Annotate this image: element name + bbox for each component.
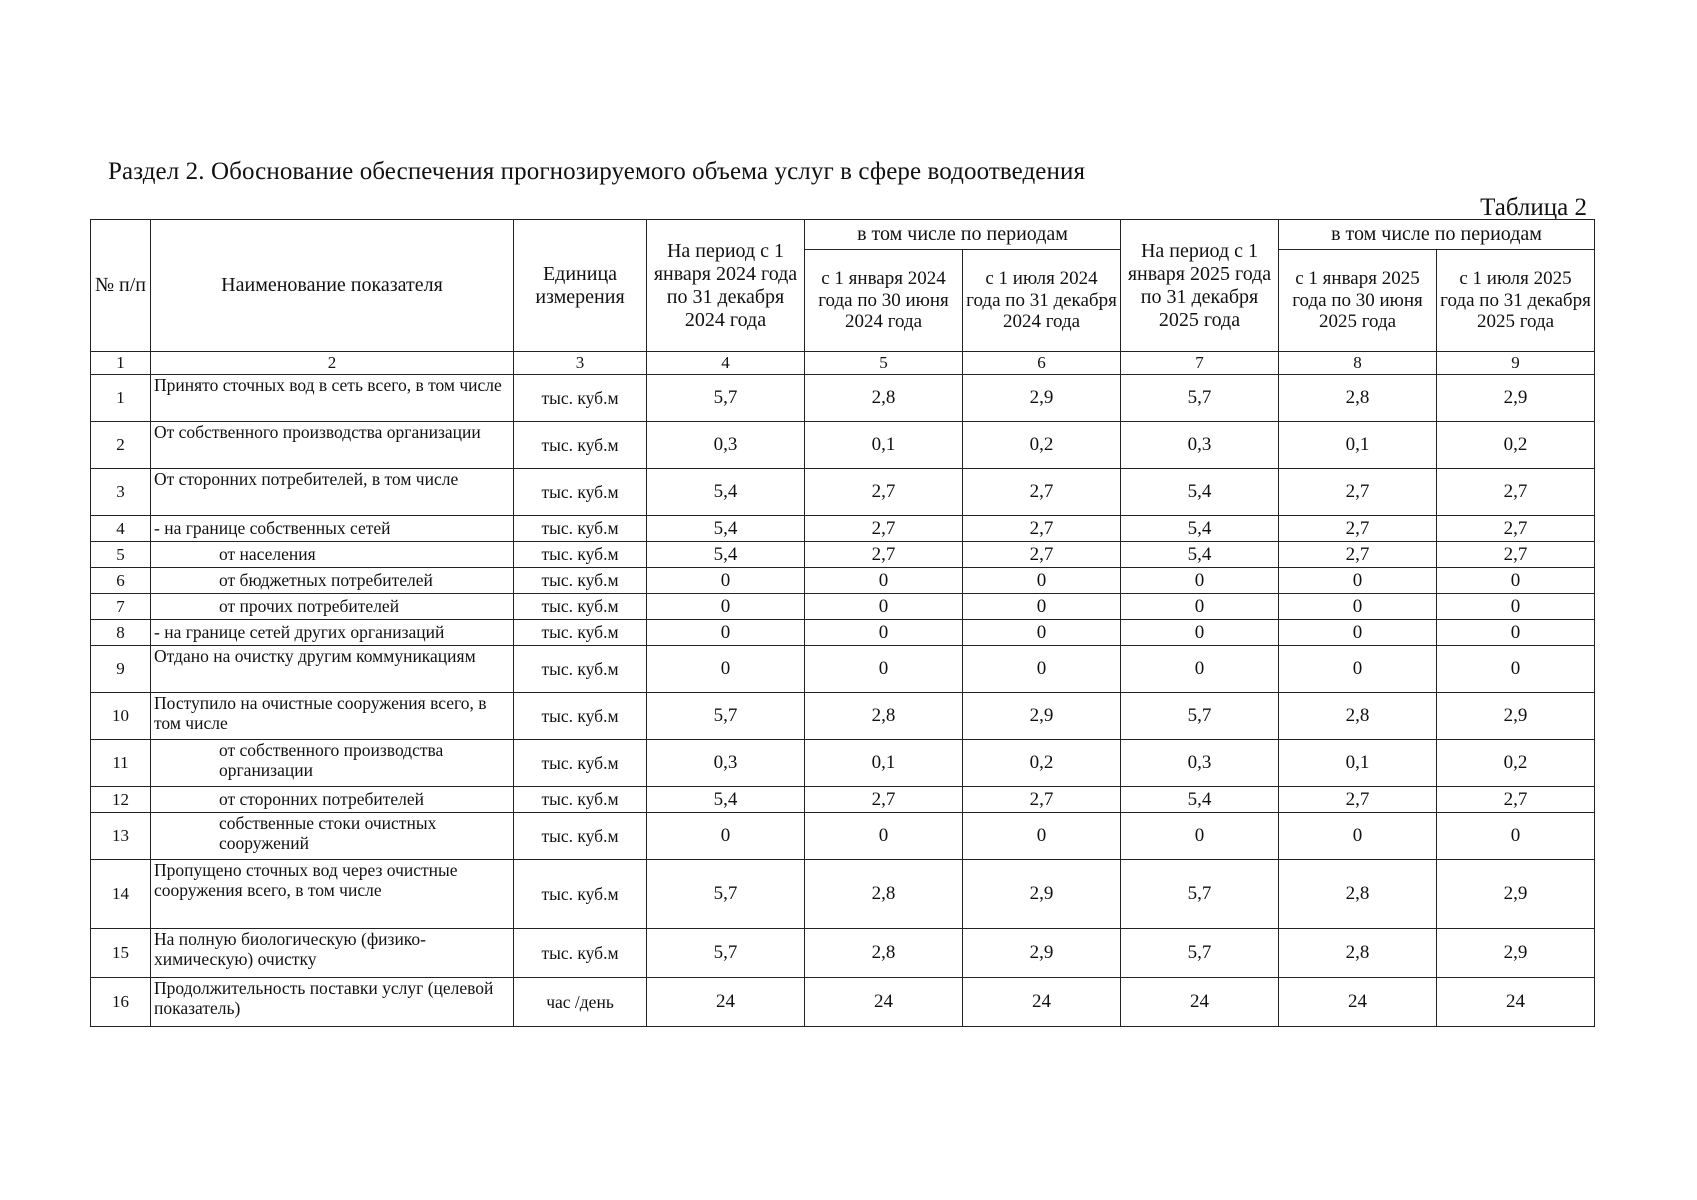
value-cell: 2,7 (963, 787, 1121, 813)
value-cell: 5,4 (647, 516, 805, 542)
indicator-name: - на границе сетей других организаций (151, 620, 514, 646)
value-cell: 0 (1437, 568, 1595, 594)
value-cell: 5,7 (1121, 929, 1279, 978)
table-row (91, 620, 1595, 646)
row-number: 10 (91, 693, 151, 740)
table-row (91, 978, 1595, 1027)
unit-cell: тыс. куб.м (514, 813, 647, 860)
column-number: 1 (91, 352, 151, 375)
indicator-name: Принято сточных вод в сеть всего, в том числе (151, 375, 514, 422)
unit-cell: тыс. куб.м (514, 422, 647, 469)
unit-cell: тыс. куб.м (514, 693, 647, 740)
indicator-name: Продолжительность поставки услуг (целевой показатель) (151, 978, 514, 1027)
table-row (91, 929, 1595, 978)
header-period-2025: На период с 1 января 2025 года по 31 декабря 2025 года (1121, 220, 1279, 352)
value-cell: 0 (1121, 646, 1279, 693)
value-cell: 2,9 (1437, 929, 1595, 978)
value-cell: 0 (647, 646, 805, 693)
value-cell: 5,7 (647, 860, 805, 929)
row-number: 8 (91, 620, 151, 646)
value-cell: 0 (963, 813, 1121, 860)
row-number: 16 (91, 978, 151, 1027)
table-row (91, 693, 1595, 740)
header-h1-2024: с 1 января 2024 года по 30 июня 2024 года (805, 250, 963, 352)
value-cell: 0 (805, 646, 963, 693)
indicator-name: от собственного производства организации (151, 740, 514, 787)
indicator-name: собственные стоки очистных сооружений (151, 813, 514, 860)
row-number: 2 (91, 422, 151, 469)
unit-cell: тыс. куб.м (514, 620, 647, 646)
indicator-name: от сторонних потребителей (151, 787, 514, 813)
column-number: 6 (963, 352, 1121, 375)
value-cell: 5,4 (647, 787, 805, 813)
column-number: 3 (514, 352, 647, 375)
header-h2-2025: с 1 июля 2025 года по 31 декабря 2025 года (1437, 250, 1595, 352)
unit-cell: тыс. куб.м (514, 375, 647, 422)
table-label: Таблица 2 (1480, 194, 1587, 221)
value-cell: 2,7 (963, 516, 1121, 542)
value-cell: 0 (963, 646, 1121, 693)
water-disposal-table (90, 219, 1595, 1027)
value-cell: 0 (1437, 646, 1595, 693)
value-cell: 0 (805, 594, 963, 620)
value-cell: 5,4 (1121, 542, 1279, 568)
value-cell: 2,9 (1437, 375, 1595, 422)
value-cell: 0,3 (1121, 740, 1279, 787)
indicator-name: От сторонних потребителей, в том числе (151, 469, 514, 516)
unit-cell: тыс. куб.м (514, 646, 647, 693)
table-row (91, 787, 1595, 813)
value-cell: 2,8 (805, 693, 963, 740)
value-cell: 0,3 (647, 422, 805, 469)
value-cell: 0,1 (1279, 422, 1437, 469)
value-cell: 0,3 (647, 740, 805, 787)
table-row (91, 646, 1595, 693)
value-cell: 0 (963, 594, 1121, 620)
column-number: 8 (1279, 352, 1437, 375)
row-number: 1 (91, 375, 151, 422)
table-row (91, 594, 1595, 620)
value-cell: 2,7 (805, 542, 963, 568)
header-h1-2025: с 1 января 2025 года по 30 июня 2025 года (1279, 250, 1437, 352)
value-cell: 2,7 (805, 787, 963, 813)
value-cell: 0,2 (1437, 740, 1595, 787)
header-period-2024: На период с 1 января 2024 года по 31 декабря 2024 года (647, 220, 805, 352)
value-cell: 2,8 (805, 375, 963, 422)
value-cell: 2,8 (1279, 860, 1437, 929)
value-cell: 24 (963, 978, 1121, 1027)
value-cell: 0 (805, 568, 963, 594)
value-cell: 2,7 (805, 469, 963, 516)
table-row (91, 740, 1595, 787)
value-cell: 5,7 (647, 375, 805, 422)
indicator-name: от населения (151, 542, 514, 568)
table-row (91, 375, 1595, 422)
value-cell: 2,9 (963, 375, 1121, 422)
value-cell: 24 (1279, 978, 1437, 1027)
value-cell: 0 (1279, 646, 1437, 693)
value-cell: 2,8 (805, 860, 963, 929)
value-cell: 2,7 (1437, 469, 1595, 516)
table-row (91, 516, 1595, 542)
value-cell: 5,7 (647, 929, 805, 978)
table-row (91, 568, 1595, 594)
row-number: 13 (91, 813, 151, 860)
row-number: 11 (91, 740, 151, 787)
value-cell: 2,9 (963, 929, 1121, 978)
column-number: 4 (647, 352, 805, 375)
unit-cell: тыс. куб.м (514, 516, 647, 542)
value-cell: 5,7 (1121, 693, 1279, 740)
value-cell: 0 (1437, 813, 1595, 860)
value-cell: 24 (805, 978, 963, 1027)
row-number: 4 (91, 516, 151, 542)
value-cell: 2,8 (1279, 375, 1437, 422)
unit-cell: тыс. куб.м (514, 542, 647, 568)
value-cell: 0 (805, 620, 963, 646)
value-cell: 0 (647, 620, 805, 646)
unit-cell: тыс. куб.м (514, 860, 647, 929)
value-cell: 5,4 (647, 542, 805, 568)
indicator-name: - на границе собственных сетей (151, 516, 514, 542)
unit-cell: час /день (514, 978, 647, 1027)
value-cell: 0,1 (1279, 740, 1437, 787)
value-cell: 0 (1121, 594, 1279, 620)
indicator-name: От собственного производства организации (151, 422, 514, 469)
unit-cell: тыс. куб.м (514, 568, 647, 594)
indicator-name: На полную биологическую (физико-химическую) очистку (151, 929, 514, 978)
value-cell: 2,7 (963, 469, 1121, 516)
table-row (91, 422, 1595, 469)
value-cell: 0 (1279, 813, 1437, 860)
unit-cell: тыс. куб.м (514, 594, 647, 620)
table-row (91, 813, 1595, 860)
value-cell: 0 (647, 813, 805, 860)
row-number: 9 (91, 646, 151, 693)
indicator-name: Пропущено сточных вод через очистные сооружения всего, в том числе (151, 860, 514, 929)
value-cell: 5,7 (1121, 860, 1279, 929)
unit-cell: тыс. куб.м (514, 740, 647, 787)
header-incl-periods-2025: в том числе по периодам (1279, 220, 1595, 250)
indicator-name: от прочих потребителей (151, 594, 514, 620)
indicator-name: от бюджетных потребителей (151, 568, 514, 594)
row-number: 3 (91, 469, 151, 516)
value-cell: 0 (1121, 568, 1279, 594)
header-no: № п/п (91, 220, 151, 352)
value-cell: 2,7 (963, 542, 1121, 568)
indicator-name: Поступило на очистные сооружения всего, в том числе (151, 693, 514, 740)
value-cell: 2,7 (805, 516, 963, 542)
column-number: 2 (151, 352, 514, 375)
unit-cell: тыс. куб.м (514, 787, 647, 813)
value-cell: 0,2 (963, 740, 1121, 787)
value-cell: 2,8 (1279, 929, 1437, 978)
value-cell: 5,4 (1121, 787, 1279, 813)
document-title: Раздел 2. Обоснование обеспечения прогнозируемого объема услуг в сфере водоотведения (108, 158, 1086, 185)
value-cell: 0 (1279, 594, 1437, 620)
table-body (91, 375, 1595, 1027)
value-cell: 0,3 (1121, 422, 1279, 469)
column-number: 5 (805, 352, 963, 375)
row-number: 7 (91, 594, 151, 620)
value-cell: 0,1 (805, 422, 963, 469)
value-cell: 2,9 (963, 693, 1121, 740)
value-cell: 0 (1279, 568, 1437, 594)
indicator-name: Отдано на очистку другим коммуникациям (151, 646, 514, 693)
value-cell: 5,7 (647, 693, 805, 740)
row-number: 14 (91, 860, 151, 929)
value-cell: 2,8 (1279, 693, 1437, 740)
value-cell: 5,4 (1121, 469, 1279, 516)
table-row (91, 542, 1595, 568)
unit-cell: тыс. куб.м (514, 469, 647, 516)
value-cell: 5,4 (647, 469, 805, 516)
row-number: 15 (91, 929, 151, 978)
value-cell: 2,7 (1437, 542, 1595, 568)
row-number: 6 (91, 568, 151, 594)
value-cell: 24 (1121, 978, 1279, 1027)
row-number: 12 (91, 787, 151, 813)
value-cell: 2,7 (1279, 787, 1437, 813)
value-cell: 2,7 (1279, 469, 1437, 516)
value-cell: 24 (1437, 978, 1595, 1027)
value-cell: 2,7 (1437, 787, 1595, 813)
header-incl-periods-2024: в том числе по периодам (805, 220, 1121, 250)
header-unit: Единица измерения (514, 220, 647, 352)
value-cell: 2,7 (1279, 516, 1437, 542)
table-row (91, 860, 1595, 929)
value-cell: 0,2 (963, 422, 1121, 469)
value-cell: 0 (1121, 620, 1279, 646)
value-cell: 0 (1437, 620, 1595, 646)
column-number: 9 (1437, 352, 1595, 375)
value-cell: 0 (963, 568, 1121, 594)
table-row (91, 469, 1595, 516)
value-cell: 0 (1279, 620, 1437, 646)
unit-cell: тыс. куб.м (514, 929, 647, 978)
value-cell: 2,9 (963, 860, 1121, 929)
value-cell: 2,9 (1437, 693, 1595, 740)
value-cell: 0 (1121, 813, 1279, 860)
value-cell: 2,7 (1279, 542, 1437, 568)
value-cell: 0 (647, 594, 805, 620)
header-h2-2024: с 1 июля 2024 года по 31 декабря 2024 года (963, 250, 1121, 352)
value-cell: 2,9 (1437, 860, 1595, 929)
value-cell: 0 (805, 813, 963, 860)
header-name: Наименование показателя (151, 220, 514, 352)
value-cell: 0 (1437, 594, 1595, 620)
value-cell: 0 (647, 568, 805, 594)
value-cell: 0,2 (1437, 422, 1595, 469)
value-cell: 5,4 (1121, 516, 1279, 542)
value-cell: 2,8 (805, 929, 963, 978)
column-number-row (91, 352, 1595, 375)
value-cell: 2,7 (1437, 516, 1595, 542)
column-number: 7 (1121, 352, 1279, 375)
value-cell: 0,1 (805, 740, 963, 787)
row-number: 5 (91, 542, 151, 568)
value-cell: 5,7 (1121, 375, 1279, 422)
value-cell: 24 (647, 978, 805, 1027)
value-cell: 0 (963, 620, 1121, 646)
